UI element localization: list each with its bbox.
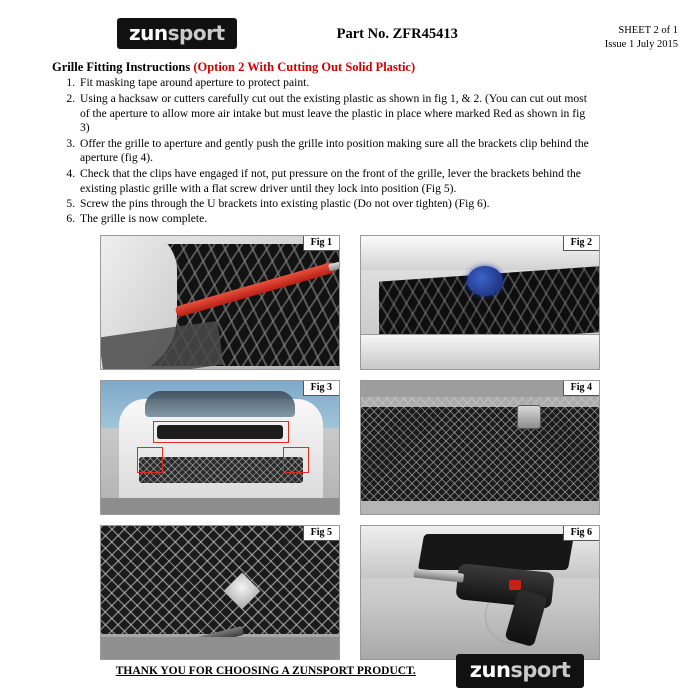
list-item: 2. Using a hacksaw or cutters carefully cut out the existing plastic as shown in fig 1, & 2. (You can cut out most of the aperture to allow more air intake but must leave the plastic in place where marked Red as shown in fig 3) [78,92,592,136]
logo-text-zun: zun [129,21,168,45]
instructions-block [52,60,592,227]
figure-3-label: Fig 3 [303,381,339,396]
list-item: 6. The grille is now complete. [78,212,592,227]
figure-4-image [361,381,599,514]
figure-6-image [361,526,599,659]
figure-6-label: Fig 6 [563,526,599,541]
figure-2-label: Fig 2 [563,236,599,251]
list-item: 4. Check that the clips have engaged if not, put pressure on the front of the grille, lever the brackets behind the existing plastic grille with a flat screw driver until they lock into position (Fig 5). [78,167,592,197]
figure-4 [360,380,600,515]
figure-4-label: Fig 4 [563,381,599,396]
figure-2 [360,235,600,370]
figure-5-image [101,526,339,659]
part-number: Part No. ZFR45413 [336,26,458,42]
figure-6 [360,525,600,660]
figure-5-label: Fig 5 [303,526,339,541]
instructions-title [52,60,592,75]
footer-logo-text-sport: sport [510,658,571,682]
list-item: 1. Fit masking tape around aperture to protect paint. [78,76,592,91]
logo-text-sport: sport [167,21,225,45]
figure-1 [100,235,340,370]
figure-1-label: Fig 1 [303,236,339,251]
footer-logo-text-zun: zun [469,658,511,682]
figure-2-image [361,236,599,369]
sheet-number: SHEET 2 of 1 [618,25,678,36]
list-item: 3. Offer the grille to aperture and gently push the grille into position making sure all the brackets clip behind the aperture (fig 4). [78,137,592,167]
figure-grid [22,235,678,660]
figure-3 [100,380,340,515]
figure-3-image [101,381,339,514]
thank-you-text: THANK YOU FOR CHOOSING A ZUNSPORT PRODUCT. [115,665,416,677]
instructions-step-list [52,76,592,227]
zunsport-logo-footer [456,654,584,688]
figure-5 [100,525,340,660]
issue-date: Issue 1 July 2015 [604,39,678,51]
instructions-title-option: (Option 2 With Cutting Out Solid Plastic) [193,60,416,75]
list-item: 5. Screw the pins through the U brackets into existing plastic (Do not over tighten) (Fig 6). [78,197,592,212]
figure-1-image [101,236,339,369]
zunsport-logo-header [117,18,237,49]
page-footer [0,654,700,688]
sheet-info [558,18,678,52]
page-header [22,12,678,54]
instructions-title-main: Grille Fitting Instructions [52,60,194,75]
